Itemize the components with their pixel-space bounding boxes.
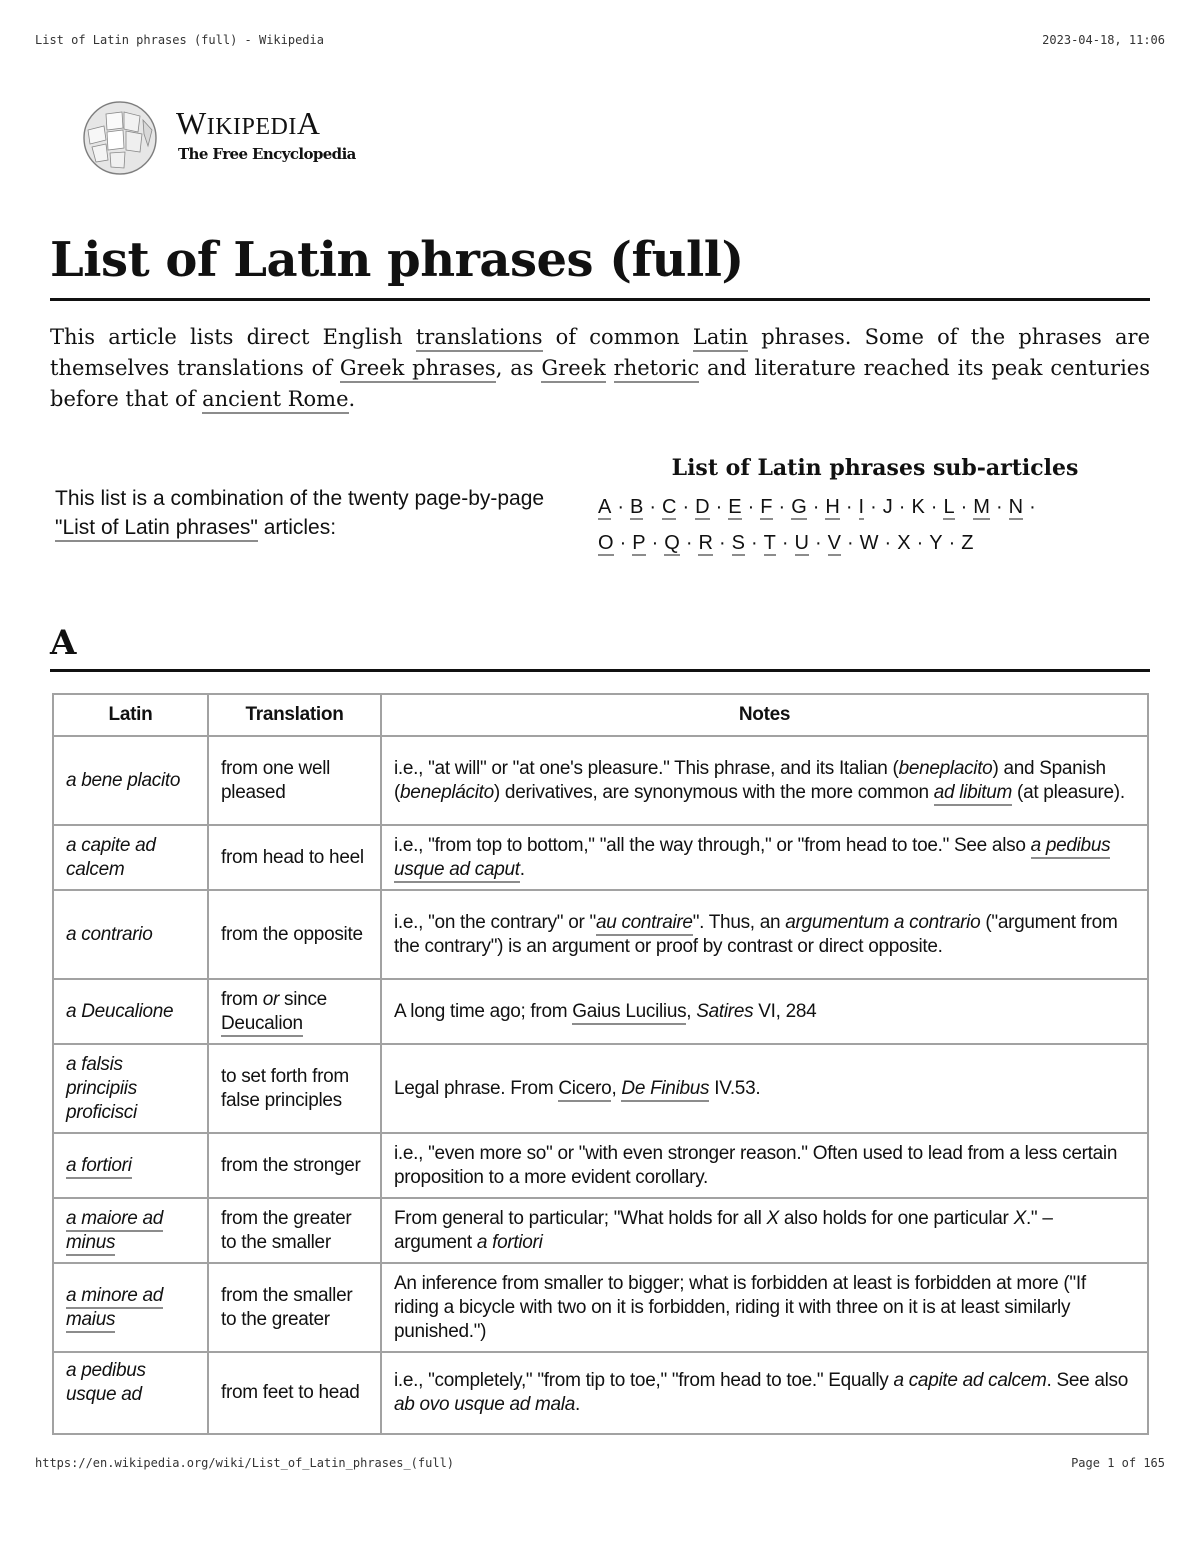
letter-link-p[interactable]: P	[632, 532, 646, 554]
notes-cell: i.e., "from top to bottom," "all the way through," or "from head to toe." See also a pedibus usque ad caput.	[381, 825, 1148, 890]
link-a-fortiori[interactable]: a fortiori	[66, 1155, 132, 1179]
translation-cell: to set forth from false principles	[208, 1044, 381, 1133]
notes-cell: From general to particular; "What holds for all X also holds for one particular X." – argument a fortiori	[381, 1198, 1148, 1263]
table-row	[53, 1352, 1148, 1434]
link-a-pedibus-usque-ad-caput[interactable]: a pedibus usque ad caput	[394, 835, 1110, 883]
translation-cell: from head to heel	[208, 825, 381, 890]
notes-cell: i.e., "completely," "from tip to toe," "from head to toe." Equally a capite ad calcem. See also ab ovo usque ad mala.	[381, 1352, 1148, 1434]
link-greek[interactable]: Greek	[541, 356, 605, 383]
subarticles-letters	[598, 489, 1128, 561]
letter-link-c[interactable]: C	[662, 496, 677, 518]
latin-cell	[53, 1133, 208, 1198]
translation-cell: from the opposite	[208, 890, 381, 979]
column-header-latin: Latin	[53, 694, 208, 736]
letter-link-l[interactable]: L	[943, 496, 955, 518]
letters-row-1: A · B · C · D · E · F · G · H · I · J · K · L · M · N ·	[598, 496, 1036, 518]
letter-link-f[interactable]: F	[760, 496, 773, 518]
print-footer-url: https://en.wikipedia.org/wiki/List_of_Latin_phrases_(full)	[35, 1456, 455, 1470]
link-latin[interactable]: Latin	[693, 325, 748, 352]
notes-cell: Legal phrase. From Cicero, De Finibus IV.53.	[381, 1044, 1148, 1133]
subarticles-navbox	[590, 455, 1140, 561]
letter-j: J	[882, 496, 893, 518]
table-row	[53, 736, 1148, 825]
wikipedia-globe-icon	[80, 100, 160, 176]
letter-link-v[interactable]: V	[827, 532, 841, 554]
print-footer-page: Page 1 of 165	[1071, 1456, 1165, 1470]
translation-cell: from the stronger	[208, 1133, 381, 1198]
subarticles-title: List of Latin phrases sub-articles	[671, 455, 1079, 481]
letter-link-h[interactable]: H	[825, 496, 840, 518]
link-ad-libitum[interactable]: ad libitum	[934, 782, 1012, 806]
table-row	[53, 1044, 1148, 1133]
table-row	[53, 1198, 1148, 1263]
letter-link-a[interactable]: A	[598, 496, 612, 518]
letter-link-e[interactable]: E	[728, 496, 742, 518]
table-header-row	[53, 694, 1148, 736]
letter-link-n[interactable]: N	[1008, 496, 1024, 518]
link-greek-phrases[interactable]: Greek phrases	[340, 356, 496, 383]
latin-cell: a bene placito	[53, 736, 208, 825]
letter-link-r[interactable]: R	[698, 532, 713, 554]
notes-cell: i.e., "at will" or "at one's pleasure." This phrase, and its Italian (beneplacito) and Spanish (beneplácito) derivatives, are synonymous with the more common ad libitum (at pleasure).	[381, 736, 1148, 825]
latin-cell	[53, 1198, 208, 1263]
latin-cell	[53, 1263, 208, 1352]
wikipedia-logo[interactable]	[80, 100, 380, 180]
column-header-translation: Translation	[208, 694, 381, 736]
letter-link-i[interactable]: I	[858, 496, 865, 518]
table-row	[53, 1263, 1148, 1352]
letter-link-t[interactable]: T	[763, 532, 776, 554]
link-deucalion[interactable]: Deucalion	[221, 1013, 303, 1037]
link-translations[interactable]: translations	[416, 325, 543, 352]
combination-note: This list is a combination of the twenty page-by-page "List of Latin phrases" articles:	[55, 484, 555, 542]
notes-cell: A long time ago; from Gaius Lucilius, Satires VI, 284	[381, 979, 1148, 1044]
link-list-of-latin-phrases[interactable]: "List of Latin phrases"	[55, 516, 258, 542]
table-row	[53, 1133, 1148, 1198]
link-a-maiore-ad-minus[interactable]: a maiore ad minus	[66, 1208, 163, 1256]
link-ancient-rome[interactable]: ancient Rome	[202, 387, 348, 414]
latin-cell: a contrario	[53, 890, 208, 979]
letter-link-q[interactable]: Q	[664, 532, 680, 554]
translation-cell: from or since Deucalion	[208, 979, 381, 1044]
column-header-notes: Notes	[381, 694, 1148, 736]
latin-cell: a pedibus usque ad	[53, 1352, 208, 1434]
notes-cell: i.e., "on the contrary" or "au contraire". Thus, an argumentum a contrario ("argument from the contrary") is an argument or proof by contrast or direct opposite.	[381, 890, 1148, 979]
page-title: List of Latin phrases (full)	[50, 224, 1150, 301]
letter-w: W	[859, 532, 879, 554]
letter-k: K	[911, 496, 925, 518]
link-rhetoric[interactable]: rhetoric	[614, 356, 700, 383]
notes-cell: i.e., "even more so" or "with even stronger reason." Often used to lead from a less certain proposition to a more evident corollary.	[381, 1133, 1148, 1198]
print-header-datetime: 2023-04-18, 11:06	[1042, 33, 1165, 47]
letter-x: X	[897, 532, 911, 554]
table-row	[53, 825, 1148, 890]
link-a-minore-ad-maius[interactable]: a minore ad maius	[66, 1285, 163, 1333]
section-heading-a: A	[50, 620, 1150, 672]
translation-cell: from feet to head	[208, 1352, 381, 1434]
letter-link-b[interactable]: B	[630, 496, 644, 518]
latin-cell: a falsis principiis proficisci	[53, 1044, 208, 1133]
link-gaius-lucilius[interactable]: Gaius Lucilius	[572, 1001, 686, 1025]
latin-cell: a capite ad calcem	[53, 825, 208, 890]
intro-paragraph: This article lists direct English translations of common Latin phrases. Some of the phrases are themselves translations of Greek phrases, as Greek rhetoric and literature reached its peak centuries before that of ancient Rome.	[50, 322, 1150, 415]
letter-link-o[interactable]: O	[598, 532, 614, 554]
link-de-finibus[interactable]: De Finibus	[621, 1078, 709, 1102]
letter-link-m[interactable]: M	[973, 496, 990, 518]
letter-link-u[interactable]: U	[794, 532, 809, 554]
letter-y: Y	[929, 532, 943, 554]
wikipedia-tagline: The Free Encyclopedia	[178, 145, 356, 163]
letters-row-2: O · P · Q · R · S · T · U · V · W · X · Y · Z	[598, 532, 974, 554]
wikipedia-wordmark: WIKIPEDIA	[176, 105, 321, 141]
print-header-title: List of Latin phrases (full) - Wikipedia	[35, 33, 324, 47]
latin-cell: a Deucalione	[53, 979, 208, 1044]
table-row	[53, 890, 1148, 979]
letter-link-d[interactable]: D	[695, 496, 710, 518]
link-au-contraire[interactable]: au contraire	[596, 912, 693, 936]
notes-cell: An inference from smaller to bigger; what is forbidden at least is forbidden at more ("If riding a bicycle with two on it is forbidden, riding it with three on it is at least similarly punished.")	[381, 1263, 1148, 1352]
translation-cell: from one well pleased	[208, 736, 381, 825]
translation-cell: from the smaller to the greater	[208, 1263, 381, 1352]
table-row	[53, 979, 1148, 1044]
letter-link-g[interactable]: G	[791, 496, 807, 518]
letter-z: Z	[961, 532, 974, 554]
phrases-table	[52, 693, 1149, 1435]
translation-cell: from the greater to the smaller	[208, 1198, 381, 1263]
link-cicero[interactable]: Cicero	[558, 1078, 611, 1102]
letter-link-s[interactable]: S	[731, 532, 745, 554]
